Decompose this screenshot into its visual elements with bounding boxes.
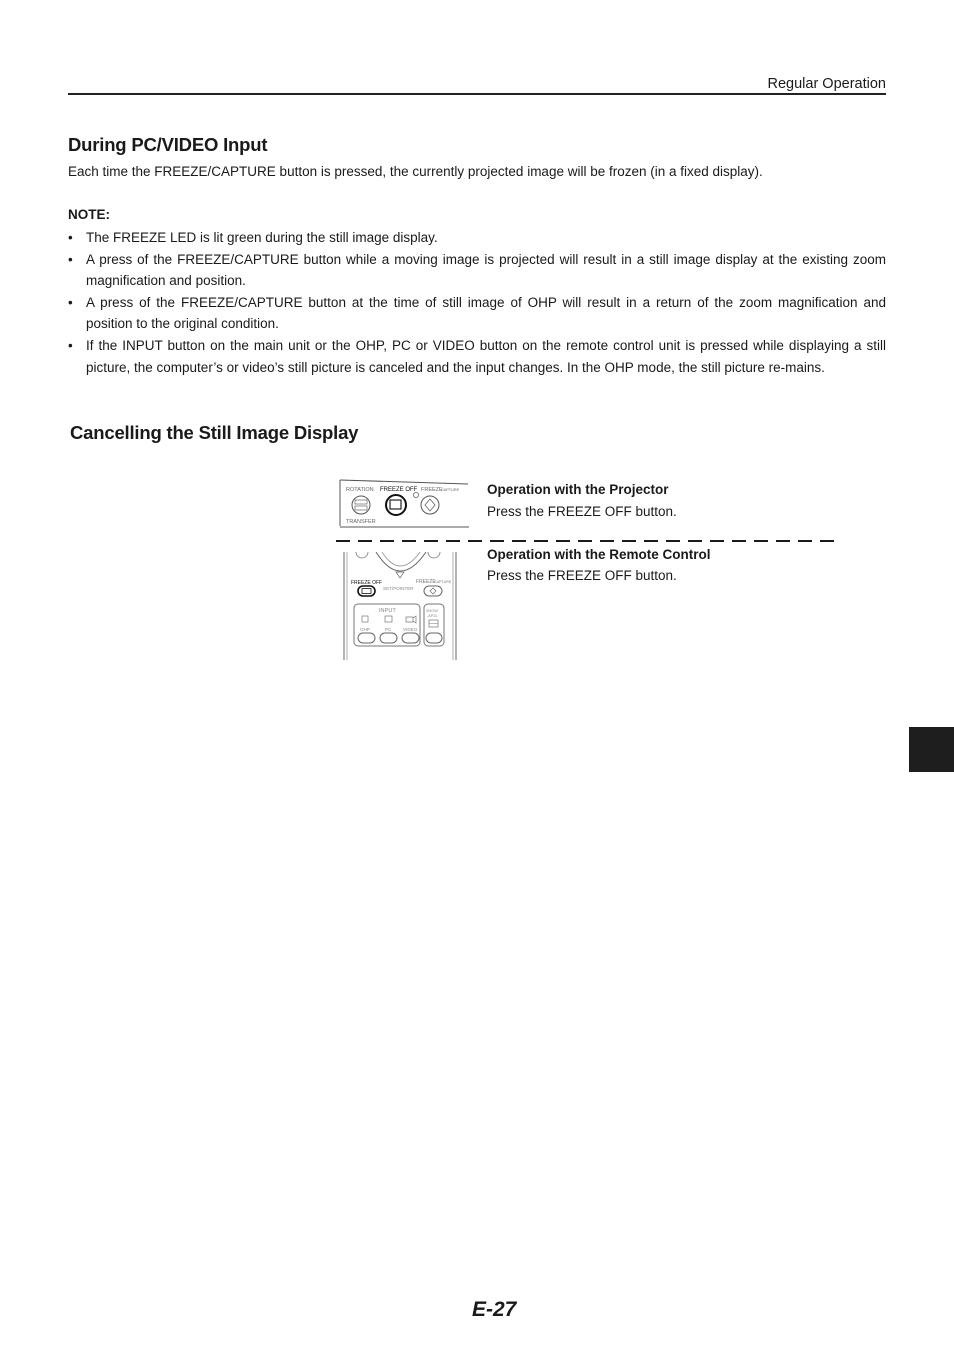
remote-freeze-off-button [358, 586, 375, 596]
remote-label-set-pointer: SET/POINTER [383, 586, 414, 591]
note-heading: NOTE: [68, 207, 110, 222]
header-rule [68, 93, 886, 95]
remote-pc-button [380, 633, 397, 643]
note-item: • If the INPUT button on the main unit or the OHP, PC or VIDEO button on the remote control unit is pressed while displaying a still picture, the computer’s or video’s still picture is canceled and the input changes. In the OHP mode, the still picture re-mains. [68, 335, 886, 378]
chapter-side-tab [909, 727, 954, 772]
remote-label-freeze-off: FREEZE OFF [351, 580, 383, 586]
remote-capture-icon [430, 588, 436, 594]
remote-freeze-off-icon [362, 589, 371, 594]
rotation-icon [355, 500, 367, 504]
remote-label-capture: CAPTURE [434, 580, 452, 584]
remote-label-freeze: FREEZE [416, 579, 436, 585]
remote-label-pip: SHOW [426, 609, 438, 613]
arrow-down-icon [396, 572, 404, 578]
page-number: E-27 [472, 1298, 517, 1321]
remote-label-input: INPUT [379, 608, 396, 614]
projector-operation-title: Operation with the Projector [487, 482, 669, 497]
video-camera-icon [406, 616, 416, 623]
header-section-label: Regular Operation [767, 76, 886, 92]
label-rotation: ROTATION [346, 487, 374, 493]
note-list [68, 227, 886, 378]
remote-operation-title: Operation with the Remote Control [487, 547, 711, 562]
dashed-separator [336, 540, 836, 542]
remote-operation-text: Press the FREEZE OFF button. [487, 568, 677, 583]
ohp-icon [362, 616, 368, 622]
direction-pad [376, 552, 426, 571]
remote-label-pip2: -AP2L [427, 614, 438, 618]
pc-icon [385, 616, 392, 622]
projector-panel-figure [338, 476, 470, 530]
remote-pip-button [426, 633, 442, 643]
freeze-off-button [386, 495, 406, 515]
note-item: • A press of the FREEZE/CAPTURE button while a moving image is projected will result in a still image display at the existing zoom magnification and position. [68, 249, 886, 292]
freeze-off-icon [390, 500, 401, 509]
projector-panel-svg [338, 476, 470, 530]
note-item: • The FREEZE LED is lit green during the still image display. [68, 227, 886, 249]
remote-control-svg [342, 552, 458, 660]
note-item: • A press of the FREEZE/CAPTURE button at the time of still image of OHP will result in a return of the zoom magnification and position to the original condition. [68, 292, 886, 335]
remote-control-figure [342, 552, 458, 660]
freeze-capture-icon [425, 499, 435, 511]
section-title-pc-video-input: During PC/VIDEO Input [68, 134, 268, 155]
label-freeze: FREEZE [421, 487, 443, 493]
remote-label-ohp: OHP [360, 627, 370, 632]
projector-operation-text: Press the FREEZE OFF button. [487, 504, 677, 519]
remote-ohp-button [358, 633, 375, 643]
remote-video-button [402, 633, 419, 643]
label-transfer: TRANSFER [346, 519, 376, 525]
label-capture: CAPTURE [441, 488, 460, 492]
section-title-cancel-still: Cancelling the Still Image Display [70, 422, 359, 443]
remote-label-pc: PC [385, 627, 392, 632]
freeze-led-icon [413, 492, 418, 497]
remote-label-video: VIDEO [403, 627, 418, 632]
label-freeze-off: FREEZE OFF [380, 487, 418, 493]
remote-freeze-capture-button [424, 586, 442, 596]
intro-paragraph: Each time the FREEZE/CAPTURE button is pressed, the currently projected image will be frozen (in a fixed display). [68, 164, 763, 179]
rotation-button [352, 496, 370, 514]
